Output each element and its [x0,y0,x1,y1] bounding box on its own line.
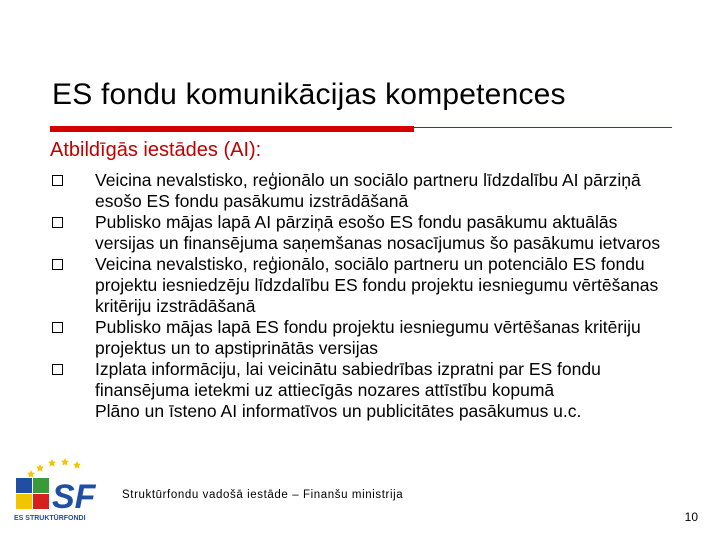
bullet-text: Plāno un īsteno AI informatīvos un publicitātes pasākumus u.c. [95,401,582,421]
bullet-item [52,401,662,422]
star-arc-icon [27,458,81,478]
bullet-item [52,170,662,212]
square-bullet-icon [52,175,63,186]
square-bullet-icon [52,259,63,270]
bullet-list [52,170,662,422]
title-accent-bar [50,126,414,132]
footer-text: Struktūrfondu vadošā iestāde – Finanšu ministrija [122,489,404,501]
subheading: Atbildīgās iestādes (AI): [50,139,262,161]
square-bullet-icon [52,322,63,333]
bullet-item [52,254,662,317]
bullet-text: Izplata informāciju, lai veicinātu sabiedrības izpratni par ES fondu finansējuma ietekmi uz attiecīgās nozares attīstību kopumā [95,359,601,400]
bullet-item [52,317,662,359]
square-bullet-icon [52,217,63,228]
bullet-item [52,212,662,254]
title-underline [414,127,672,128]
logo-letters: SF [52,478,96,516]
slide-title: ES fondu komunikācijas kompetences [52,78,566,111]
page-number: 10 [684,510,698,524]
bullet-item [52,359,662,401]
logo-caption: ES STRUKTŪRFONDI [14,515,86,522]
colored-squares-icon [16,478,49,509]
square-bullet-icon [52,364,63,375]
es-structural-funds-logo [10,456,110,526]
bullet-text: Publisko mājas lapā AI pārziņā esošo ES fondu pasākumu aktuālās versijas un finansējuma saņemšanas nosacījumus šo pasākumu ietvaros [95,212,661,253]
bullet-text: Veicina nevalstisko, reģionālo un sociālo partneru līdzdalību AI pārziņā esošo ES fondu pasākumu izstrādāšanā [95,170,641,211]
bullet-text: Veicina nevalstisko, reģionālo, sociālo partneru un potenciālo ES fondu projektu iesniedzēju līdzdalību ES fondu projektu iesniegumu vērtēšanas kritēriju izstrādāšanā [95,254,659,316]
bullet-text: Publisko mājas lapā ES fondu projektu iesniegumu vērtēšanas kritēriju projektus un to apstiprinātās versijas [95,317,641,358]
